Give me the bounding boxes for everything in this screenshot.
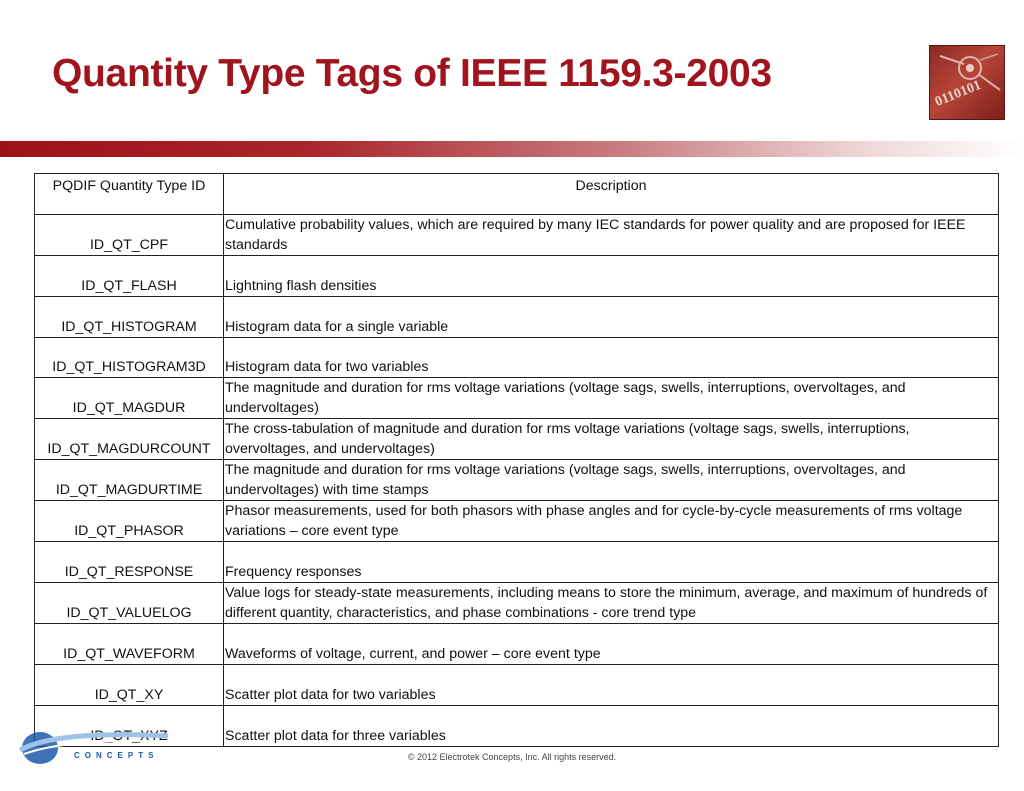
type-id-cell: ID_QT_RESPONSE xyxy=(35,542,224,583)
table-row xyxy=(35,256,999,297)
copyright-text: © 2012 Electrotek Concepts, Inc. All rights reserved. xyxy=(407,752,617,762)
type-id-cell: ID_QT_FLASH xyxy=(35,256,224,297)
table-row xyxy=(35,378,999,419)
table-row xyxy=(35,583,999,624)
binary-digits-image xyxy=(929,45,1005,120)
type-id-cell: ID_QT_PHASOR xyxy=(35,501,224,542)
type-id-cell: ID_QT_HISTOGRAM3D xyxy=(35,337,224,378)
type-id-cell: ID_QT_MAGDURCOUNT xyxy=(35,419,224,460)
type-id-cell: ID_QT_XY xyxy=(35,664,224,705)
description-cell: Histogram data for a single variable xyxy=(224,296,999,337)
description-cell: Cumulative probability values, which are required by many IEC standards for power quality and are proposed for IEEE standards xyxy=(224,215,999,256)
type-id-cell: ID_QT_VALUELOG xyxy=(35,583,224,624)
description-cell: Scatter plot data for three variables xyxy=(224,705,999,746)
header-description: Description xyxy=(224,174,999,215)
table-row xyxy=(35,215,999,256)
title-divider-band xyxy=(0,141,1024,157)
description-cell: The cross-tabulation of magnitude and duration for rms voltage variations (voltage sags, swells, interruptions, overvoltages, and undervoltages) xyxy=(224,419,999,460)
description-cell: Phasor measurements, used for both phasors with phase angles and for cycle-by-cycle measurements of rms voltage variations – core event type xyxy=(224,501,999,542)
page-title: Quantity Type Tags of IEEE 1159.3-2003 xyxy=(52,52,772,95)
table-row xyxy=(35,664,999,705)
type-id-cell: ID_QT_CPF xyxy=(35,215,224,256)
type-id-cell: ID_QT_WAVEFORM xyxy=(35,624,224,665)
description-cell: The magnitude and duration for rms voltage variations (voltage sags, swells, interruptions, overvoltages, and undervoltages) with time stamps xyxy=(224,460,999,501)
description-cell: Histogram data for two variables xyxy=(224,337,999,378)
table-row xyxy=(35,705,999,746)
type-id-cell: ID_QT_XYZ xyxy=(35,705,224,746)
table-row xyxy=(35,419,999,460)
table-row xyxy=(35,542,999,583)
header-id: PQDIF Quantity Type ID xyxy=(35,174,224,215)
table-row xyxy=(35,296,999,337)
type-id-cell: ID_QT_MAGDURTIME xyxy=(35,460,224,501)
description-cell: Frequency responses xyxy=(224,542,999,583)
logo-wordmark: CONCEPTS xyxy=(74,751,159,760)
description-cell: Value logs for steady-state measurements, including means to store the minimum, average, and maximum of hundreds of different quantity, characteristics, and phase combinations - core trend type xyxy=(224,583,999,624)
quantity-type-table xyxy=(34,173,999,747)
type-id-cell: ID_QT_MAGDUR xyxy=(35,378,224,419)
description-cell: Lightning flash densities xyxy=(224,256,999,297)
description-cell: The magnitude and duration for rms voltage variations (voltage sags, swells, interruptions, overvoltages, and undervoltages) xyxy=(224,378,999,419)
description-cell: Scatter plot data for two variables xyxy=(224,664,999,705)
type-id-cell: ID_QT_HISTOGRAM xyxy=(35,296,224,337)
table-row xyxy=(35,460,999,501)
description-cell: Waveforms of voltage, current, and power – core event type xyxy=(224,624,999,665)
table-row xyxy=(35,624,999,665)
table-row xyxy=(35,337,999,378)
table-row xyxy=(35,501,999,542)
binary-digits-text: 0110101 xyxy=(933,77,984,110)
table-header-row xyxy=(35,174,999,215)
